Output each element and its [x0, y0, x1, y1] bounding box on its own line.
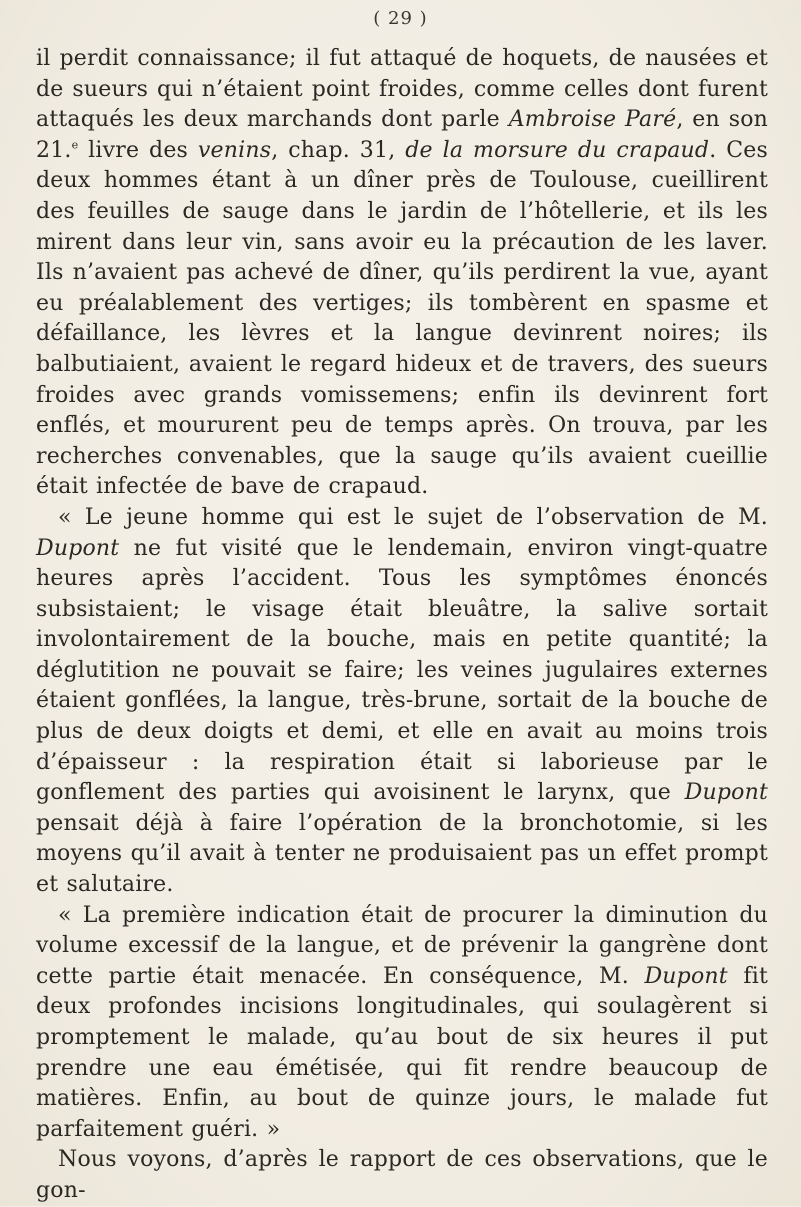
text-run: « La première indication était de procurer la diminution du volume excessif de la langue, et de prévenir la gangrène dont cette partie était menacée. En conséquence, M.: [36, 902, 768, 989]
body-text: [36, 44, 768, 1207]
text-run: . Ces deux hommes étant à un dîner près de Toulouse, cueillirent des feuilles de sauge dans le jardin de l’hôtellerie, et ils les mirent dans leur vin, sans avoir eu la précaution de les laver. Ils n’avaient pas achevé de dîner, qu’ils perdirent la vue, ayant eu préalablement des vertiges; ils tombèrent en spasme et défaillance, les lèvres et la langue devinrent noires; ils balbutiaient, avaient le regard hideux et de travers, des sueurs froides avec grands vomissemens; enfin ils devinrent fort enflés, et moururent peu de temps après. On trouva, par les recherches convenables, que la sauge qu’ils avaient cueillie était infectée de bave de crapaud.: [36, 137, 768, 500]
text-run: « Le jeune homme qui est le sujet de l’observation de M.: [58, 504, 768, 530]
text-run: pensait déjà à faire l’opération de la bronchotomie, si les moyens qu’il avait à tenter ne produisaient pas un effet prompt et salutaire.: [36, 810, 768, 898]
italic-text: de la morsure du crapaud: [405, 137, 710, 163]
paragraph: [36, 44, 768, 503]
paragraph: [36, 1145, 768, 1206]
italic-text: Ambroise Paré: [508, 107, 677, 133]
text-run: , chap. 31,: [271, 137, 406, 163]
superscript: e: [71, 138, 79, 152]
text-run: ne fut visité que le lendemain, environ vingt-quatre heures après l’accident. Tous les symptômes énoncés subsistaient; le visage était bleuâtre, la salive sortait involontairement de la bouche, mais en petite quantité; la déglutition ne pouvait se faire; les veines jugulaires externes étaient gonflées, la langue, très-brune, sortait de la bouche de plus de deux doigts et demi, et elle en avait au moins trois d’épaisseur : la respiration était si laborieuse par le gonflement des parties qui avoisinent le larynx, que: [36, 535, 768, 806]
text-run: , en son 21.: [36, 107, 769, 163]
page-number: ( 29 ): [373, 8, 428, 29]
paragraph: [36, 503, 768, 901]
italic-text: Dupont: [644, 963, 728, 989]
text-run: Nous voyons, d’après le rapport de ces observations, que le gon-: [36, 1147, 768, 1203]
text-run: livre des: [78, 137, 198, 163]
text-run: il perdit connaissance; il fut attaqué de hoquets, de nausées et de sueurs qui n’étaient point froides, comme celles dont furent attaqués les deux marchands dont parle: [36, 46, 768, 133]
paragraph: [36, 901, 768, 1146]
italic-text: venins: [197, 137, 272, 163]
italic-text: Dupont: [684, 780, 768, 806]
italic-text: Dupont: [36, 535, 120, 561]
text-run: fit deux profondes incisions longitudinales, qui soulagèrent si promptement le malade, qu’au bout de six heures il put prendre une eau émétisée, qui fit rendre beaucoup de matières. Enfin, au bout de quinze jours, le malade fut parfaitement guéri. »: [36, 963, 768, 1142]
